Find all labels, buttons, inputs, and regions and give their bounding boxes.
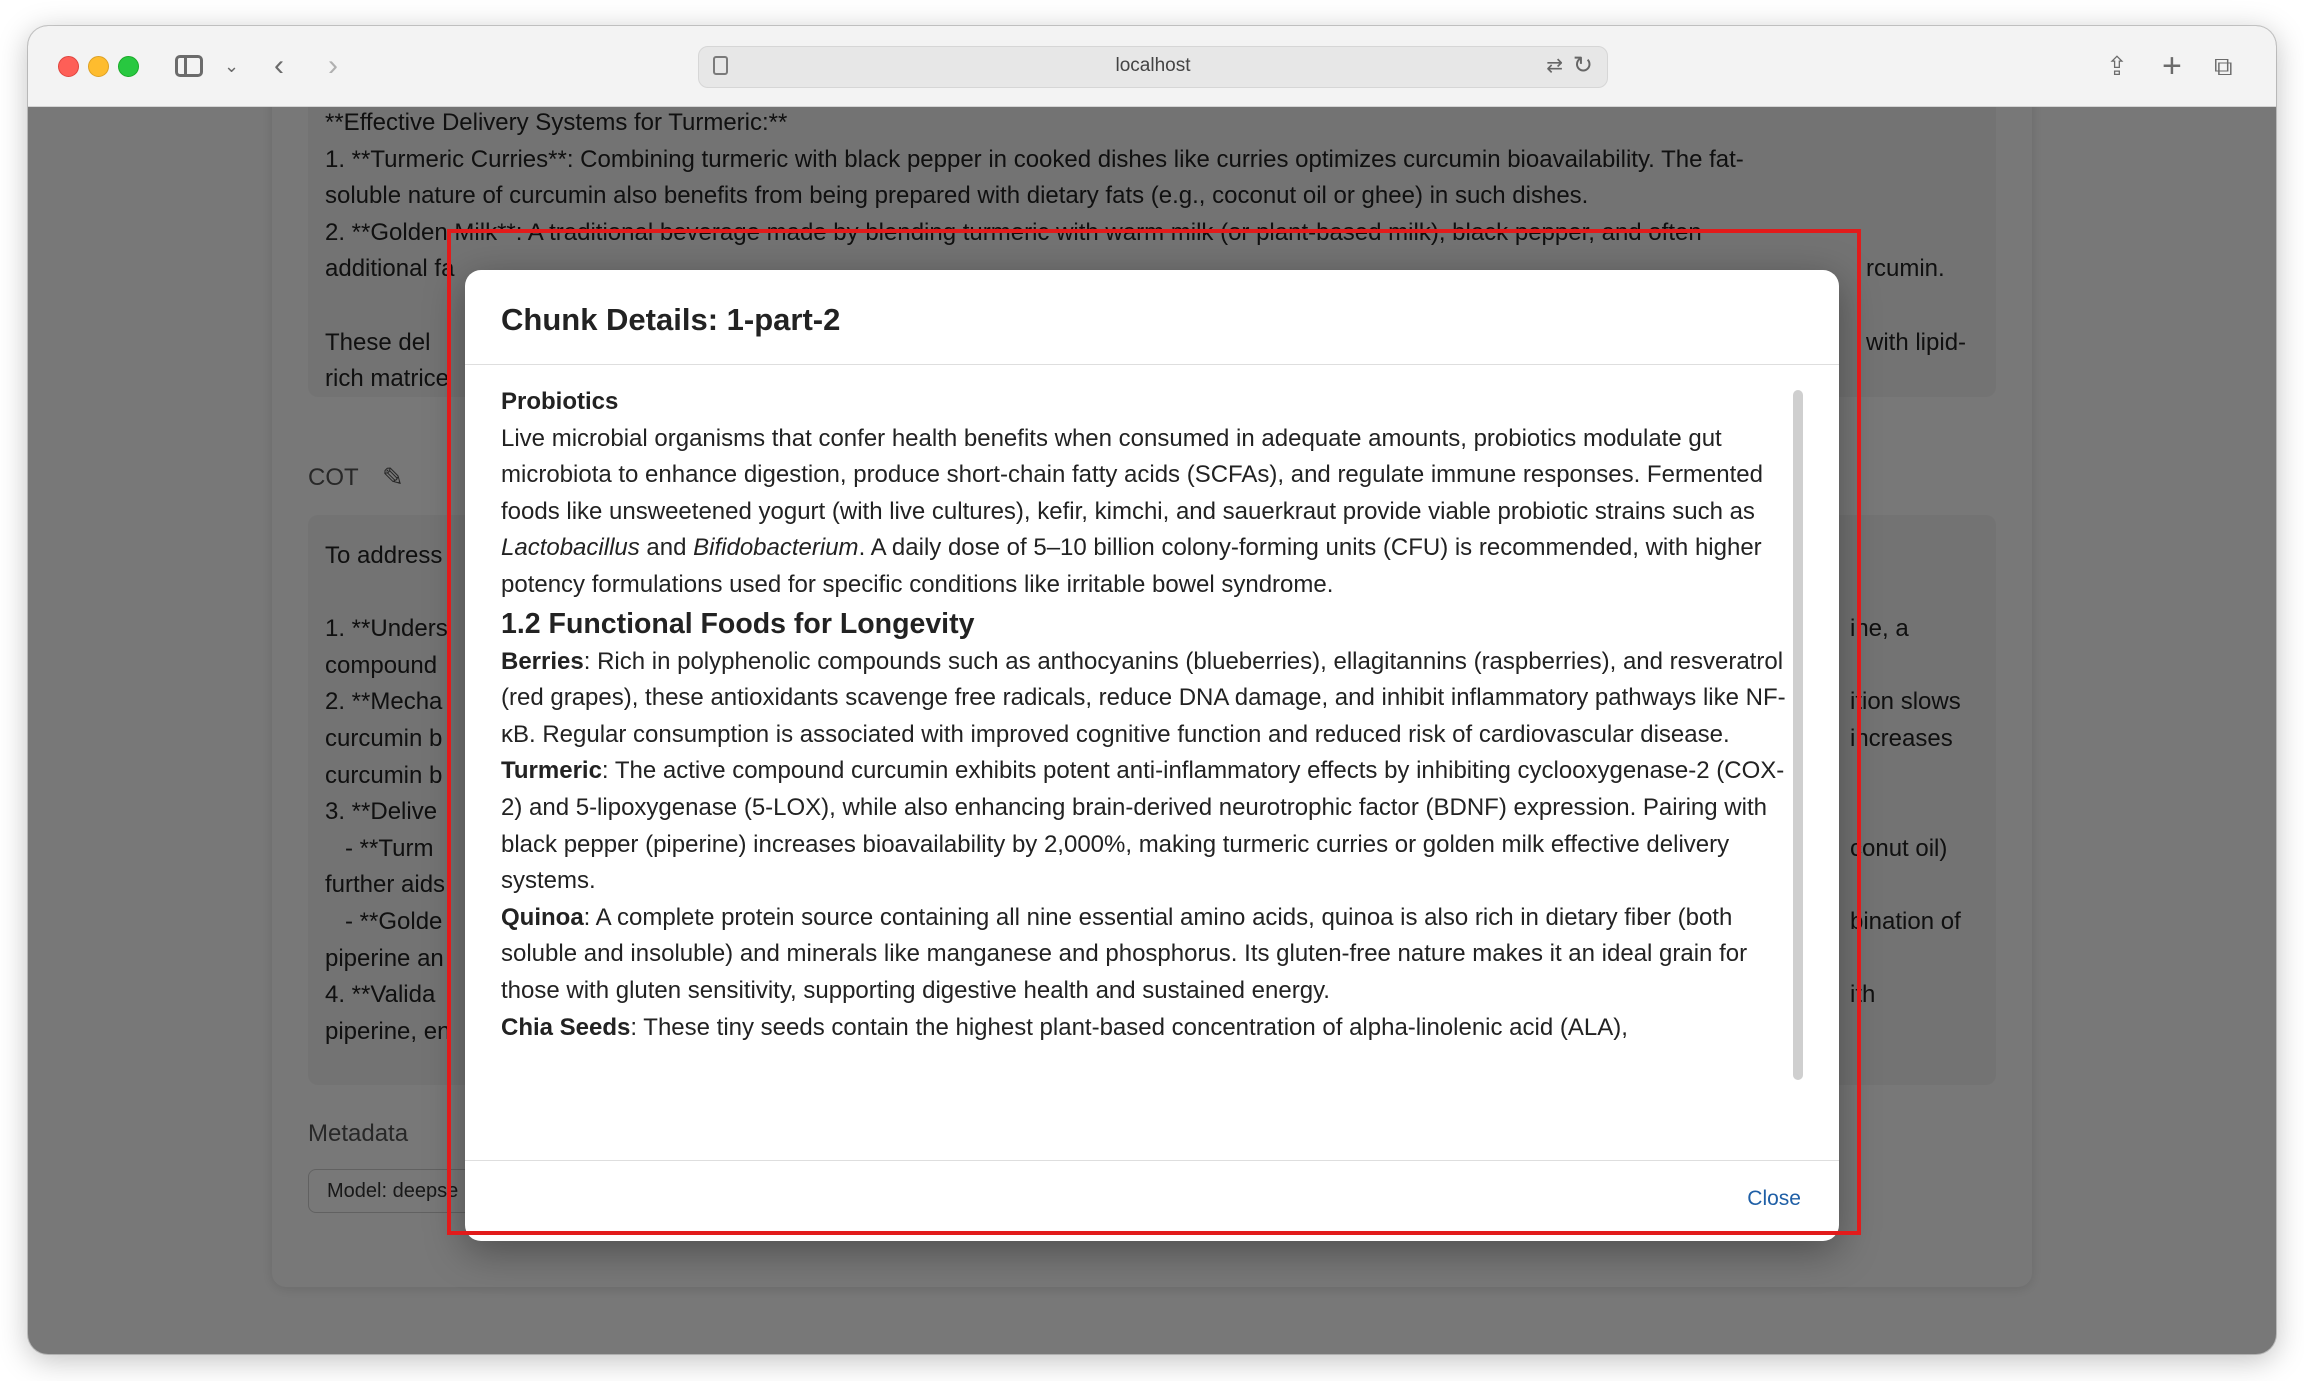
address-bar[interactable] [698, 46, 1608, 88]
food-item-paragraph [501, 644, 1791, 754]
food-item-name: Chia Seeds [501, 1013, 631, 1041]
food-item-text: : The active compound curcumin exhibits potent anti-inflammatory effects by inhibiting cyclooxygenase-2 (COX-2) and 5-lipoxygenase (5-LOX), while also enhancing brain-derived neurotrophic factor (BDNF) expression. Pairing with black pepper (piperine) increases bioavailability by 2,000%, making turmeric curries or golden milk effective delivery systems. [501, 757, 1785, 895]
food-item-name: Berries [501, 647, 584, 675]
browser-window [28, 26, 2276, 1354]
zoom-window-button[interactable] [118, 56, 139, 77]
food-item-name: Quinoa [501, 903, 584, 931]
translate-icon[interactable]: ⇄ [1546, 55, 1563, 77]
food-item-text: : These tiny seeds contain the highest plant-based concentration of alpha-linolenic acid (ALA), [630, 1013, 1628, 1041]
reload-icon[interactable]: ↻ [1572, 52, 1593, 79]
forward-arrow-icon[interactable]: › [328, 49, 338, 82]
food-item-paragraph [501, 900, 1791, 1010]
food-item-name: Turmeric [501, 757, 602, 785]
page-content [28, 107, 2276, 1354]
url-text: localhost [1115, 55, 1191, 76]
food-item-text: : Rich in polyphenolic compounds such as anthocyanins (blueberries), ellagitannins (raspberries), and resveratrol (red grapes), these antioxidants scavenge free radicals, reduce DNA damage, and inhibit inflammatory pathways like NF-κB. Regular consumption is associated with improved cognitive function and reduced risk of cardiovascular disease. [501, 647, 1786, 748]
food-item-paragraph [501, 1010, 1791, 1047]
close-button[interactable]: Close [1747, 1187, 1801, 1210]
food-item-paragraph [501, 753, 1791, 899]
close-window-button[interactable] [58, 56, 79, 77]
probiotics-paragraph: Live microbial organisms that confer health benefits when consumed in adequate amounts, probiotics modulate gut microbiota to enhance digestion, produce short-chain fatty acids (SCFAs), and regulate immune responses. Fermented foods like unsweetened yogurt (with live cultures), kefir, kimchi, and sauerkraut provide viable probiotic strains such as Lactobacillus and Bifidobacterium. A daily dose of 5–10 billion colony-forming units (CFU) is recommended, with higher potency formulations used for specific conditions like irritable bowel syndrome. [501, 424, 1763, 598]
probiotics-heading: Probiotics [501, 388, 619, 415]
sidebar-toggle-icon[interactable] [175, 55, 203, 77]
browser-toolbar [28, 26, 2276, 107]
modal-header [465, 270, 1839, 365]
modal-title: Chunk Details: 1-part-2 [501, 302, 841, 337]
modal-footer [465, 1160, 1839, 1241]
share-icon[interactable]: ⇪ [2106, 51, 2128, 81]
new-tab-icon[interactable]: + [2162, 47, 2182, 85]
food-items-list [501, 644, 1791, 1047]
tab-overview-icon[interactable]: ⧉ [2214, 51, 2233, 81]
functional-foods-heading: 1.2 Functional Foods for Longevity [501, 607, 975, 640]
minimize-window-button[interactable] [88, 56, 109, 77]
chevron-down-icon[interactable]: ⌄ [224, 56, 240, 76]
chunk-details-modal [465, 270, 1839, 1241]
food-item-text: : A complete protein source containing all nine essential amino acids, quinoa is also rich in dietary fiber (both soluble and insoluble) and minerals like manganese and phosphorus. Its gluten-free nature makes it an ideal grain for those with gluten sensitivity, supporting digestive health and sustained energy. [501, 903, 1748, 1004]
back-arrow-icon[interactable]: ‹ [274, 49, 284, 82]
modal-scrollbar[interactable] [1793, 390, 1803, 1080]
modal-body[interactable] [501, 384, 1791, 1119]
